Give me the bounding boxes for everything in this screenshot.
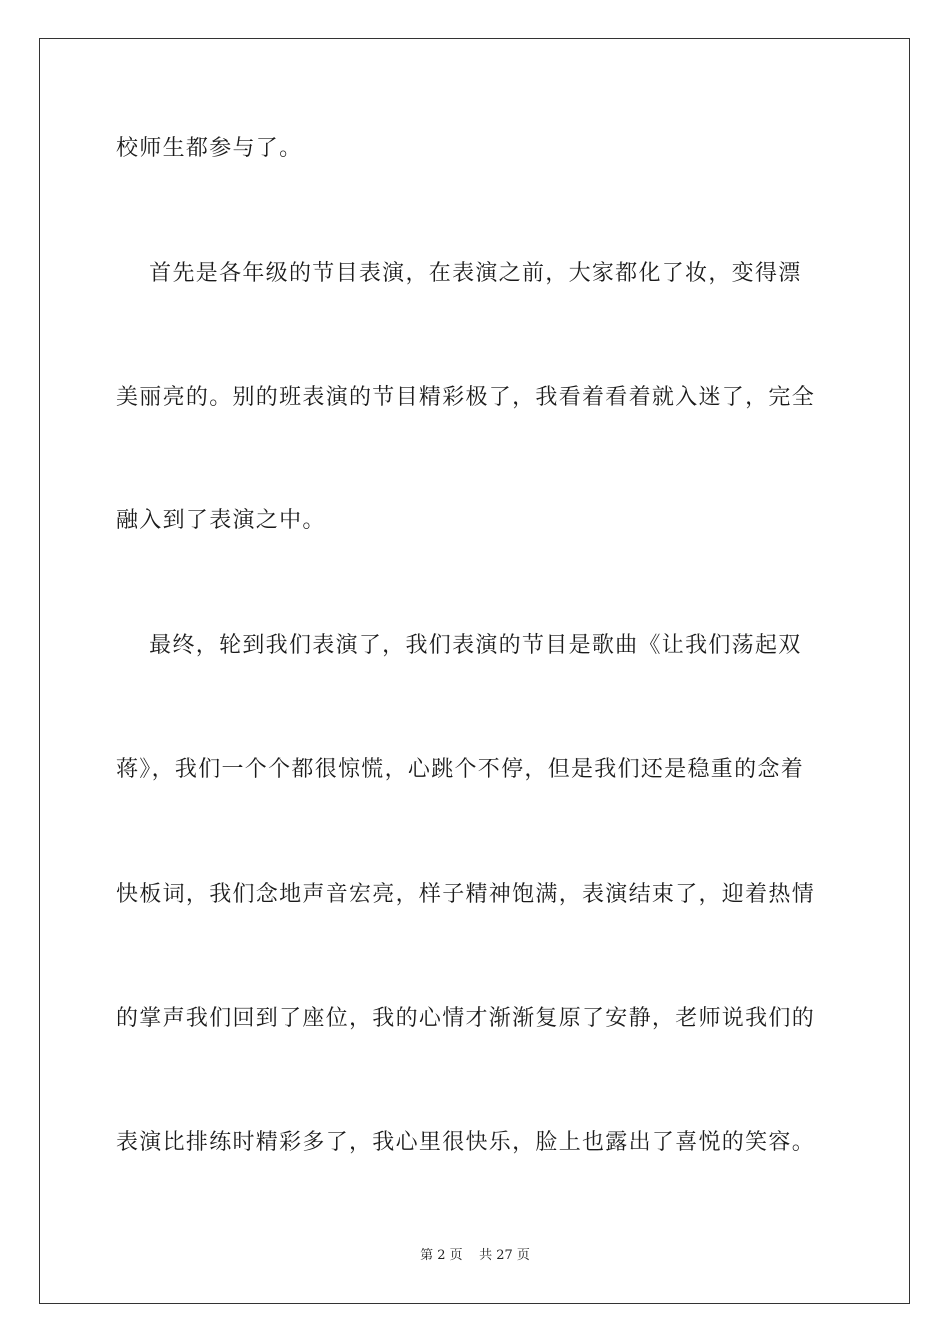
text-line: 融入到了表演之中。 bbox=[116, 508, 326, 533]
page-number-footer: 第 2 页 共 27 页 bbox=[420, 1248, 530, 1263]
text-line: 表演比排练时精彩多了，我心里很快乐，脸上也露出了喜悦的笑容。 bbox=[116, 1130, 816, 1155]
text-line: 蒋》，我们一个个都很惊慌，心跳个不停，但是我们还是稳重的念着 bbox=[116, 757, 805, 782]
text-line: 校师生都参与了。 bbox=[116, 136, 303, 161]
page-border bbox=[39, 38, 910, 1304]
text-line: 的掌声我们回到了座位，我的心情才渐渐复原了安静，老师说我们的 bbox=[116, 1006, 816, 1031]
text-line: 美丽亮的。别的班表演的节目精彩极了，我看着看着就入迷了，完全 bbox=[116, 385, 816, 410]
text-line: 快板词，我们念地声音宏亮，样子精神饱满，表演结束了，迎着热情 bbox=[116, 882, 816, 907]
paragraph-start-line: 最终，轮到我们表演了，我们表演的节目是歌曲《让我们荡起双 bbox=[116, 633, 802, 658]
paragraph-start-line: 首先是各年级的节目表演，在表演之前，大家都化了妆，变得漂 bbox=[116, 261, 802, 286]
